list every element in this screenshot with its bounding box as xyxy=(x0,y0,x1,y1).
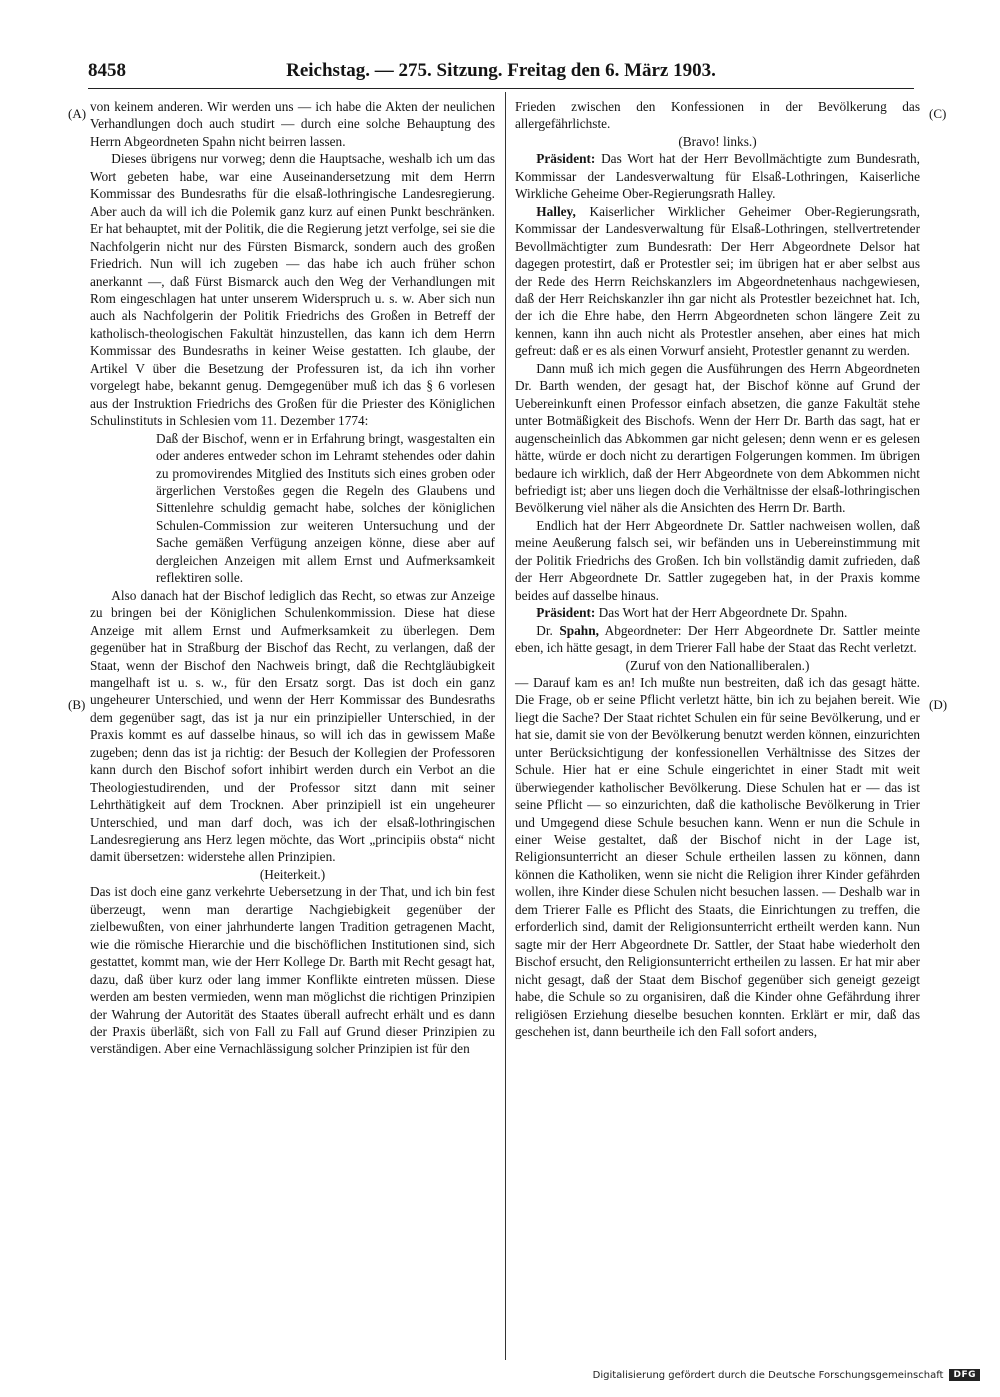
paragraph: Also danach hat der Bischof lediglich das Recht, so etwas zur Anzeige zu bringen bei der Königlichen Schulenkommission. Diese hat diese Anzeige mit allem Ernst und Aufmerksamkeit zu überlegen. Dem gegenüber hat in Straßburg der Bischof das Recht, zu verlangen, daß der Staat, wenn der Bischof den Nachweis bringt, daß die Rechtgläubigkeit mangelhaft ist u. s. w., für den Ersatz sorgt. Das ist doch ein ganz ungeheurer Unterschied, und wenn der Herr Kommissar des Bundesraths dem gegenüber sagt, das ist ja nur ein prinzipieller Unterschied, in der Praxis kommt es auf dasselbe hinaus, so will ich das in gewissem Maße zugeben; denn das ist ja richtig: der Besuch der Kollegien der Professoren kann durch den Bischof sofort inhibirt werden durch ein Verbot an die Theologiestudirenden, und der Professor sitzt dann mit seiner Lehrthätigkeit auf dem Trocknen. Aber prinzipiell ist ein ungeheurer Unterschied, und man darf doch, was ich der elsaß-lothringischen Landesregierung ans Herz legen möchte, das Wort „principiis obsta“ nicht damit übersetzen: widerstehe allen Prinzipien. xyxy=(90,587,495,865)
interjection: (Bravo! links.) xyxy=(678,133,757,149)
speech-paragraph xyxy=(515,203,920,360)
speech-text: Das Wort hat der Herr Abgeordnete Dr. Spahn. xyxy=(595,605,848,621)
margin-mark-d: (D) xyxy=(929,697,948,712)
header-rule xyxy=(88,88,914,89)
speech-text: Abgeordneter: Der Herr Abgeordnete Dr. Sattler meinte eben, ich hätte gesagt, in dem Trierer Fall habe der Staat das Recht verletzt. xyxy=(515,622,920,656)
paragraph: Das ist doch eine ganz verkehrte Uebersetzung in der That, und ich bin fest überzeugt, wenn man derartige Nachgiebigkeit gegenüber der zielbewußten, von einer jahrhunderte langen Tradition getragenen Macht, wie die römische Hierarchie und die bischöflichen Institutionen sind, sich gestattet, kommt man, wie der Herr Kollege Dr. Barth mit Recht gesagt hat, dazu, daß über kurz oder lang immer Konflikte eintreten müssen. Diese werden am besten vermieden, wenn man möglichst die richtigen Prinzipien der Wahrung der Autorität des Staates überall aufrecht erhält und es dann der Praxis überläßt, sich von Fall zu Fall auf Grund dieser Prinzipien zu verständigen. Aber eine Vernachlässigung solcher Prinzipien ist für den xyxy=(90,884,495,1057)
dfg-logo: DFG xyxy=(949,1369,980,1381)
speaker-name: Spahn, xyxy=(559,622,599,638)
paragraph: Dieses übrigens nur vorweg; denn die Hauptsache, weshalb ich um das Wort gebeten habe, war eine Auseinandersetzung mit dem Herrn Kommissar des Bundesraths für die elsaß-lothringische Landesregierung. Aber auch da will ich die Polemik ganz kurz auf einen Punkt beschränken. Er hat behauptet, mit der Politik, die die Regierung jetzt verfolge, sei sie die Nachfolgerin nicht nur des Fürsten Bismarck, sondern auch des großen Friedrich. Nun will ich zugeben — das habe ich auch früher schon anerkannt —, daß Fürst Bismarck auch den Weg der Verhandlungen mit Rom eingeschlagen hat unter unserem Widerspruch u. s. w. Aber sich nun auch als Nachfolgerin der Politik Friedrichs des Großen in Betreff der katholisch-theologischen Fakultät hinzustellen, das kann ich dem Herrn Kommissar des Bundesraths in keiner Weise gestatten. Ich glaube, der Artikel V über die Besetzung der Professuren ist, da ich ihn vorher vorgelegt habe, bekannt genug. Demgegenüber muß ich das § 6 vorlesen aus der Instruktion Friedrichs des Großen für die Priester des Königlichen Schulinstituts in Schlesien vom 11. Dezember 1774: xyxy=(90,151,495,429)
column-divider xyxy=(505,92,506,1360)
speech-paragraph xyxy=(515,150,920,202)
speech-paragraph xyxy=(515,604,920,621)
speaker-name: Präsident: xyxy=(536,605,596,621)
speaker-name: Präsident: xyxy=(536,151,596,167)
speech-paragraph xyxy=(515,622,920,657)
page-title: Reichstag. — 275. Sitzung. Freitag den 6. März 1903. xyxy=(286,60,716,81)
page-number: 8458 xyxy=(88,60,126,81)
margin-mark-c: (C) xyxy=(929,106,947,121)
interjection: (Zuruf von den Nationalliberalen.) xyxy=(625,657,810,673)
left-column xyxy=(90,98,495,1058)
margin-mark-b: (B) xyxy=(68,697,86,712)
right-column xyxy=(515,98,920,1040)
paragraph: — Darauf kam es an! Ich mußte nun bestreiten, daß ich das gesagt hätte. Die Frage, ob er seine Pflicht verletzt hätte, bin ich zu bejahen bereit. Wie liegt die Sache? Der Staat richtet Schulen ein für seine Bevölkerung, und er hat sie, damit sie von der Bevölkerung benutzt werden können, einzurichten unter Berücksichtigung der konfessionellen Verhältnisse des Sitzes der Schule. Hier hat er eine Schule eingerichtet in einer Stadt mit weit überwiegender katholischer Bevölkerung. Diese Schulen hat er — das ist seine Pflicht — so einzurichten, daß die katholische Bevölkerung in Trier und Umgegend diese Schule besuchen kann. Wenn er nun die Schule in einer Weise gestaltet, daß der Bischof nicht in der Lage ist, Religionsunterricht an dieser Schule ertheilen lassen zu können, dann können die Katholiken, wenn sie nicht die Religion ihrer Kinder gefährden wollen, ihre Kinder diese Schulen nicht besuchen lassen. — Deshalb war in dem Trierer Falle es Pflicht des Staats, die Einrichtungen zu treffen, die erforderlich sind, damit der Religionsunterricht ertheilt werden kann. Nun sagte mir der Herr Abgeordnete Dr. Sattler, der Staat habe wiederholt den Bischof ersucht, den Religionsunterricht ertheilen zu lassen. Er hat mir aber nicht gesagt, daß der Staat dem Bischof gegenüber sich geneigt gezeigt habe, die Schule so zu organisiren, daß die Kinder ohne Gefährdung ihrer religiösen Erziehung dieselbe besuchen konnten. Erklärt er mir, daß das geschehen ist, dann beurtheile ich den Fall sofort anders, xyxy=(515,674,920,1040)
footer-text: Digitalisierung gefördert durch die Deutsche Forschungsgemeinschaft xyxy=(592,1369,944,1381)
speech-text: Kaiserlicher Wirklicher Geheimer Ober-Regierungsrath, Kommissar der Landesverwaltung für Elsaß-Lothringen, stellvertretender Bevollmächtigter zum Bundesrath: Der Herr Abgeordnete Delsor hat dagegen protestirt, daß er Protestler sei; im übrigen hat er aber selbst aus der Rede des Herrn Reichskanzlers im Abgeordnetenhaus nachgewiesen, daß der Herr Reichskanzler ihn gar nicht als Protestler bezeichnet hat. Ich, der ich die Ehre habe, den Herrn Abgeordneten schon längere Zeit zu kennen, kann ihn auch nicht als Protestler ansehen, aber eines hat mich gefreut: daß er es als einen Vorwurf ansieht, Protestler genannt zu werden. xyxy=(515,203,920,359)
paragraph: Dann muß ich mich gegen die Ausführungen des Herrn Abgeordneten Dr. Barth wenden, der gesagt hat, der Bischof könne auf Grund der Uebereinkunft einen Professor einfach absetzen, die ganze Fakultät stehe unter Botmäßigkeit des Bischofs. Wenn der Herr Dr. Barth das sagt, hat er augenscheinlich das Abkommen gar nicht gelesen; denn wenn er es gelesen hätte, würde er doch nicht zu derartigen Folgerungen kommen. Im übrigen bedaure ich wirklich, daß der Herr Abgeordnete von dem Abkommen nicht befriedigt ist; aber uns liegen doch die Verhältnisse der elsaß-lothringischen Bevölkerung viel näher als die Ansichten des Herrn Dr. Barth. xyxy=(515,360,920,516)
speaker-title: Dr. xyxy=(536,622,560,638)
footer xyxy=(593,1367,980,1383)
speech-text: Das Wort hat der Herr Bevollmächtigte zum Bundesrath, Kommissar der Landesverwaltung für Elsaß-Lothringen, Kaiserliche Wirkliche Geheime Ober-Regierungsrath Halley. xyxy=(515,151,920,202)
speaker-name: Halley, xyxy=(536,203,576,219)
quotation: Daß der Bischof, wenn er in Erfahrung bringt, wasgestalten ein oder anderes entweder schon im Lehramt stehendes oder dahin zu promovirendes Mitglied des Instituts sich eines groben oder ärgerlichen Verstoßes gegen die Regeln des Glaubens und Sittenlehre schuldig gemacht habe, solches der königlichen Schulen-Commission zur weiteren Untersuchung und der Sache gemäßen Verfügung anzeigen könne, diese aber auf dergleichen Anzeigen mit allem Ernst und Aufmerksamkeit reflektiren solle. xyxy=(156,430,495,586)
paragraph: Endlich hat der Herr Abgeordnete Dr. Sattler nachweisen wollen, daß meine Aeußerung falsch sei, wir befänden uns in Uebereinstimmung mit der Politik Friedrichs des Großen. Ich bin vollständig damit zufrieden, daß der Herr Abgeordnete Dr. Sattler zugegeben hat, in der Praxis komme beides auf dasselbe hinaus. xyxy=(515,517,920,603)
paragraph: von keinem anderen. Wir werden uns — ich habe die Akten der neulichen Verhandlungen doch auch studirt — durch eine solche Behauptung des Herrn Abgeordneten Spahn nicht beirren lassen. xyxy=(90,99,495,149)
page-header xyxy=(88,60,914,86)
margin-mark-a: (A) xyxy=(68,106,87,121)
interjection: (Heiterkeit.) xyxy=(259,866,326,882)
paragraph: Frieden zwischen den Konfessionen in der Bevölkerung das allergefährlichste. xyxy=(515,99,920,132)
